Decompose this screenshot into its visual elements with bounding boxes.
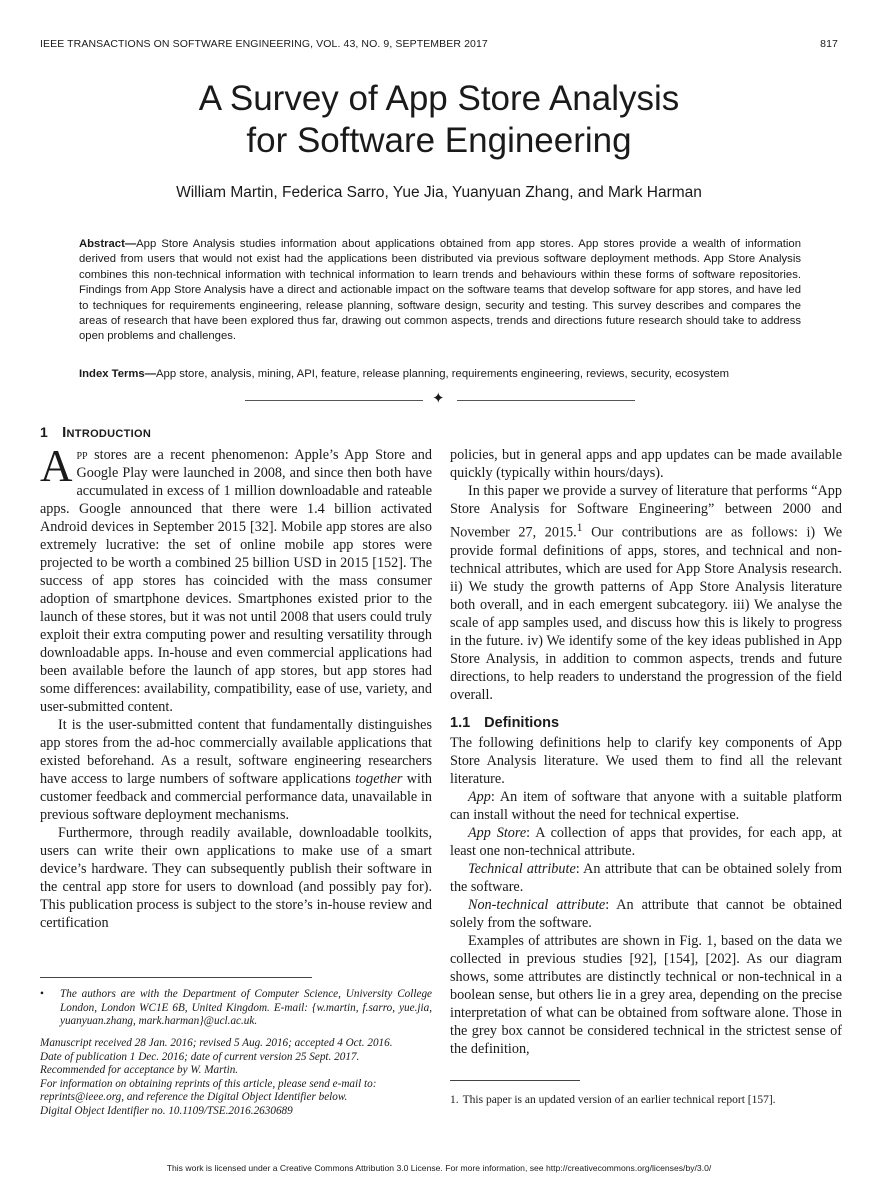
manuscript-line: reprints@ieee.org, and reference the Digital Object Identifier below.: [40, 1091, 348, 1104]
definition-text: : An attribute that can be obtained solely from the software.: [450, 860, 842, 895]
abstract-text: App Store Analysis studies information about applications obtained from app stores. App stores provide a wealth of information derived from users that would not exist had the applications been distributed via previous software deployment methods. App Store Analysis combines this non-technical information with technical information to learn trends and behaviours within these forms of software repositories. Findings from App Store Analysis have a direct and actionable impact on the software teams that develop software for app stores, and have led to techniques for requirements engineering, release planning, software design, security and testing. This survey describes and compares the areas of research that have been explored thus far, drawing out common aspects, trends and directions future research should take to address open problems and challenges.: [79, 238, 801, 343]
definition-text: : An attribute that cannot be obtained solely from the software.: [450, 896, 843, 931]
definition-app: [450, 788, 842, 824]
subsection-number: 1.1: [450, 714, 471, 731]
abstract-label: Abstract—: [79, 238, 137, 250]
footnote-ref-1[interactable]: 1: [576, 520, 583, 534]
definition-term: Technical attribute: [468, 860, 576, 877]
intro-paragraph-1-text: stores are a recent phenomenon: Apple’s App Store and Google Play were launched in 2008, and since then both have accumulated in excess of 1 million downloadable and rateable apps. Google announced that there were 1.4 billion activated Android devices in September 2015 [32]. Mobile app stores are also extremely lucrative: the set of online mobile app stores were projected to be worth a combined 25 billion USD in 2015 [152]. The success of app stores has coincided with the mass consumer adoption of smartphone devices. Smartphones existed prior to the launch of these stores, but it was not until 2008 that users could truly exploit their extra computing power and resulting versatility through downloadable apps. In-house and even commercial applications had been available before the launch of app stores, but app stores had some differences: availability, compatibility, ease of use, variety, and user-submitted content.: [40, 447, 432, 715]
index-terms-label: Index Terms—: [79, 368, 157, 380]
doi-line: Digital Object Identifier no. 10.1109/TSE.2016.2630689: [40, 1104, 293, 1117]
intro-paragraph-2-text: It is the user-submitted content that fundamentally distinguishes app stores from the ad-hoc commercially available applications that existed beforehand. As a result, software engineering researchers have access to large numbers of software applications: [40, 717, 432, 787]
separator-rule-right: [457, 400, 635, 401]
page-number: 817: [820, 38, 838, 50]
left-column: [40, 441, 432, 932]
manuscript-line: For information on obtaining reprints of this article, please send e-mail to:: [40, 1077, 377, 1090]
manuscript-info: [40, 1037, 432, 1119]
drop-cap: A: [40, 441, 73, 491]
intro-paragraph-2-tail: with customer feedback and commercial performance data, unavailable in previous software deployment mechanisms.: [40, 771, 432, 823]
index-terms: [79, 367, 801, 382]
emphasis-together: together: [355, 771, 403, 787]
intro-paragraph-2: [40, 716, 432, 824]
subsection-heading: [450, 714, 842, 732]
definition-app-store: [450, 824, 842, 860]
title-line-2: for Software Engineering: [246, 121, 632, 160]
definition-text: : An item of software that anyone with a suitable platform can install without the need for technical expertise.: [450, 788, 842, 823]
manuscript-line: Date of publication 1 Dec. 2016; date of current version 25 Sept. 2017.: [40, 1050, 360, 1063]
manuscript-line: Manuscript received 28 Jan. 2016; revised 5 Aug. 2016; accepted 4 Oct. 2016.: [40, 1037, 393, 1049]
author-list: William Martin, Federica Sarro, Yue Jia, Yuanyuan Zhang, and Mark Harman: [176, 184, 702, 201]
separator-diamond-icon: ✦: [432, 391, 445, 407]
index-terms-text: App store, analysis, mining, API, feature, release planning, requirements engineering, reviews, security, ecosystem: [156, 368, 730, 380]
footnote-number: 1.: [450, 1094, 459, 1106]
section-heading: [40, 424, 151, 441]
affiliation-footnote: [40, 988, 432, 1029]
footnote-rule-right: [450, 1080, 580, 1081]
intro-paragraph-3: Furthermore, through readily available, downloadable toolkits, users can write their own applications to make use of a smart device’s hardware. They can subsequently publish their software in the central app store for users to download (and possibly pay for). This publication process is subject to the store’s in-house review and certification: [40, 825, 432, 931]
contributions-paragraph: [450, 482, 842, 704]
separator-rule-left: [245, 400, 423, 401]
intro-paragraph-4: policies, but in general apps and app updates can be made available quickly (typically within hours/days).: [450, 447, 842, 481]
paper-title: [0, 78, 878, 162]
license-notice: This work is licensed under a Creative Commons Attribution 3.0 License. For more information, see http://creativecommons.org/licenses/by/3.0/: [166, 1163, 712, 1173]
footnote-1: [450, 1093, 842, 1107]
abstract: [79, 237, 801, 345]
definition-text: : A collection of apps that provides, for each app, at least one non-technical attribute.: [450, 824, 842, 859]
affiliation-text: The authors are with the Department of Computer Science, University College London, London WC1E 6B, United Kingdom. E-mail: {w.martin, f.sarro, yue.jia, yuanyuan.zhang, mark.harman}@ucl.ac.uk.: [60, 988, 432, 1028]
definition-non-technical-attribute: [450, 896, 842, 932]
definition-term: App: [468, 788, 491, 805]
contributions-tail: Our contributions are as follows: i) We provide formal definitions of apps, stores, and technical and non-technical attributes, which are used for App Store Analysis research. ii) We study the growth patterns of App Store Analysis literature both overall, and in each emergent subcategory. iii) We analyse the scale of app samples used, and discuss how this is likely to progress in the future. iv) We identify some of the key ideas published in App Store Analysis, in addition to common aspects, trends and future directions, to help readers to understand the progression of the field overall.: [450, 524, 842, 703]
definition-term: App Store: [468, 824, 527, 841]
section-title: Introduction: [62, 424, 152, 441]
title-line-1: A Survey of App Store Analysis: [198, 79, 680, 118]
running-header: IEEE TRANSACTIONS ON SOFTWARE ENGINEERING, VOL. 43, NO. 9, SEPTEMBER 2017: [40, 38, 488, 50]
footnote-rule-left: [40, 977, 312, 978]
attributes-paragraph: Examples of attributes are shown in Fig. 1, based on the data we collected in previous studies [92], [154], [202]. As our diagram shows, some attributes are distinctly technical or non-technical in a boolean sense, but others lie in a grey area, depending on the precise interpretation of what can be obtained from software alone. Those in the grey box cannot be considered technical in the strictest sense of the definition,: [450, 932, 842, 1057]
intro-paragraph-1: [40, 441, 432, 716]
definitions-intro: The following definitions help to clarify key components of App Store Analysis literature. We used them to find all the relevant literature.: [450, 734, 842, 787]
subsection-title: Definitions: [484, 714, 560, 731]
section-number: 1: [40, 424, 49, 440]
right-column: [450, 446, 842, 1058]
footnote-text: This paper is an updated version of an earlier technical report [157].: [462, 1094, 776, 1106]
definition-technical-attribute: [450, 860, 842, 896]
manuscript-line: Recommended for acceptance by W. Martin.: [40, 1064, 239, 1077]
contributions-text: In this paper we provide a survey of literature that performs “App Store Analysis for Software Engineering” between 2000 and November 27, 2015.: [450, 483, 842, 541]
definition-term: Non-technical attribute: [468, 896, 606, 913]
drop-cap-smallcaps: pp: [76, 447, 88, 463]
bullet-icon: •: [40, 988, 44, 1000]
